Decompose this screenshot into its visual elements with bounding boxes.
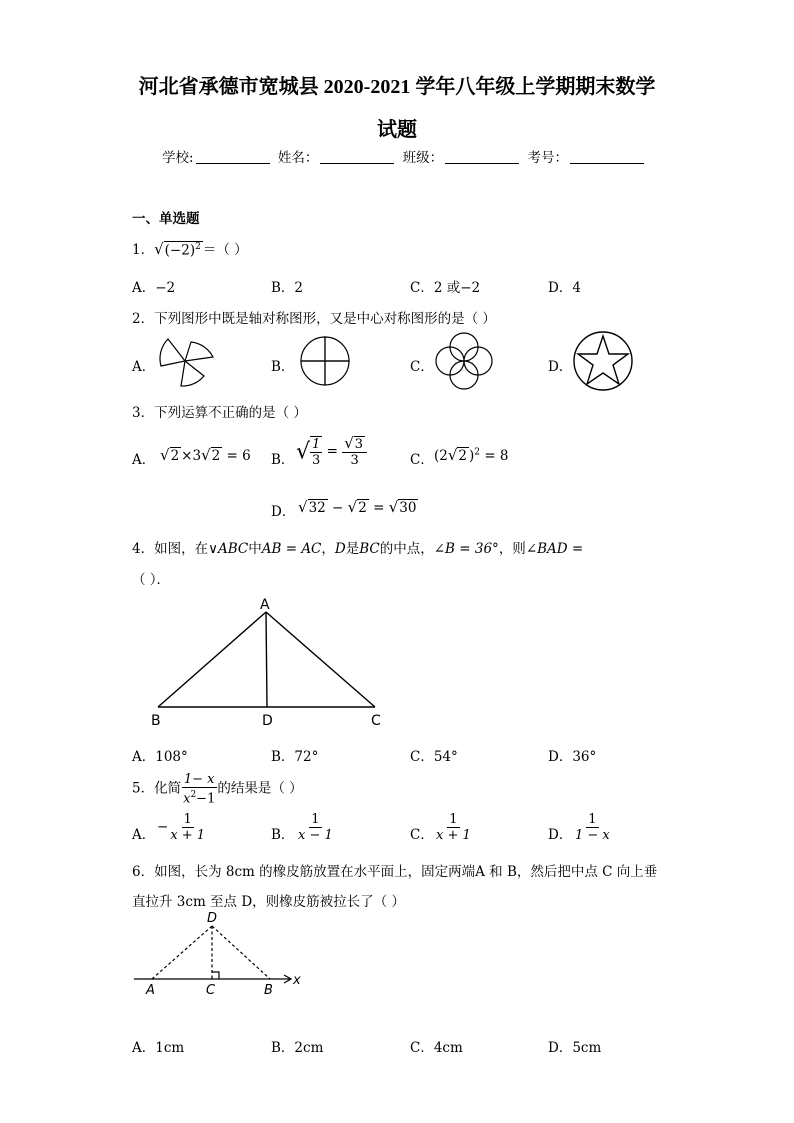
q6-rubber-band-figure bbox=[128, 908, 308, 1000]
q3-option-d[interactable]: √32 − √2 = √30 bbox=[298, 498, 417, 516]
q4-point-c: C bbox=[371, 713, 381, 729]
four-circles-icon[interactable] bbox=[433, 331, 495, 391]
q3-label-b: B． bbox=[271, 452, 295, 468]
q4-point-b: B bbox=[151, 713, 161, 729]
q5-option-b[interactable]: $\frac{1}{x - 1}$ bbox=[298, 812, 333, 843]
section-heading: 一、单选题 bbox=[132, 211, 200, 227]
q3-option-c[interactable]: (2√2 )$^2$ = 8 bbox=[434, 446, 509, 464]
q4-point-d: D bbox=[262, 713, 273, 729]
class-blank[interactable] bbox=[445, 149, 519, 164]
q2-label-a: A． bbox=[132, 359, 156, 375]
q6-point-c: C bbox=[206, 983, 216, 998]
q4-paren: （ ）． bbox=[132, 572, 171, 588]
name-blank[interactable] bbox=[320, 149, 394, 164]
q4-option-a[interactable]: A．108° bbox=[132, 749, 188, 765]
q4-option-d[interactable]: D．36° bbox=[548, 749, 597, 765]
q2-label-d: D． bbox=[548, 359, 573, 375]
q3-label-c: C． bbox=[410, 452, 434, 468]
q3-label-d: D． bbox=[271, 504, 296, 520]
q5-option-d[interactable]: $\frac{1}{1 - x}$ bbox=[575, 812, 610, 843]
q3-stem: 3．下列运算不正确的是（ ） bbox=[132, 405, 307, 421]
q2-stem: 2．下列图形中既是轴对称图形，又是中心对称图形的是（ ） bbox=[132, 311, 496, 327]
star-in-circle-icon[interactable] bbox=[572, 330, 634, 392]
q6-option-b[interactable]: B．2cm bbox=[271, 1040, 324, 1056]
q1-option-a[interactable]: A．−2 bbox=[132, 280, 176, 296]
q4-triangle-figure bbox=[140, 592, 400, 732]
q6-stem-line2: 直拉升 3cm 至点 D，则橡皮筋被拉长了（ ） bbox=[132, 894, 405, 910]
q6-option-d[interactable]: D．5cm bbox=[548, 1040, 602, 1056]
q2-label-b: B． bbox=[271, 359, 295, 375]
q4-option-b[interactable]: B．72° bbox=[271, 749, 319, 765]
q1-stem: 1．$√(-2)^2$ ＝（ ） bbox=[132, 240, 248, 258]
q6-option-c[interactable]: C．4cm bbox=[410, 1040, 463, 1056]
q6-option-a[interactable]: A．1cm bbox=[132, 1040, 185, 1056]
q1-option-b[interactable]: B．2 bbox=[271, 280, 304, 296]
q2-label-c: C． bbox=[410, 359, 434, 375]
q6-point-d: D bbox=[207, 911, 218, 926]
q5-label-d: D． bbox=[548, 827, 573, 843]
q5-label-c: C． bbox=[410, 827, 434, 843]
q6-point-b: B bbox=[264, 983, 273, 998]
q6-axis-x: x bbox=[293, 973, 301, 988]
name-label: 姓名： bbox=[277, 150, 319, 166]
q3-label-a: A． bbox=[132, 452, 156, 468]
page-title-line1: 河北省承德市宽城县 2020-2021 学年八年级上学期期末数学 bbox=[138, 76, 656, 98]
pinwheel-icon[interactable] bbox=[156, 332, 216, 390]
q3-option-b[interactable]: √ $\frac{1}{3}$ = $\frac{√3}{3}$ bbox=[296, 436, 367, 468]
page-title-line2: 试题 bbox=[377, 119, 417, 141]
school-label: 学校: bbox=[162, 150, 194, 166]
class-label: 班级： bbox=[402, 150, 444, 166]
q5-label-a: A． bbox=[132, 827, 156, 843]
q1-option-d[interactable]: D．4 bbox=[548, 280, 581, 296]
exam-number-blank[interactable] bbox=[570, 149, 644, 164]
q6-point-a: A bbox=[146, 983, 155, 998]
q5-stem: 5．化简 $\frac{1- x}{x^2-1}$ 的结果是（ ） bbox=[132, 772, 303, 807]
q4-point-a: A bbox=[260, 597, 270, 613]
exam-number-label: 考号： bbox=[527, 150, 568, 166]
q5-label-b: B． bbox=[271, 827, 295, 843]
q1-option-c[interactable]: C．2 或−2 bbox=[410, 280, 481, 296]
q5-option-a[interactable]: − $\frac{1}{x + 1}$ bbox=[157, 812, 206, 843]
q6-stem-line1: 6．如图，长为 8cm 的橡皮筋放置在水平面上，固定两端A 和 B，然后把中点 C 向上垂 bbox=[132, 864, 658, 880]
q4-option-c[interactable]: C．54° bbox=[410, 749, 458, 765]
q3-option-a[interactable]: √2 ×3√2 = 6 bbox=[160, 446, 251, 464]
q4-stem: 4．如图，在∨ABC中AB = AC，D是BC的中点，∠B = 36°，则∠BAD = bbox=[132, 541, 584, 557]
quarter-fan-icon[interactable] bbox=[294, 333, 356, 391]
q5-option-c[interactable]: $\frac{1}{x + 1}$ bbox=[436, 812, 471, 843]
header-fields bbox=[162, 146, 648, 166]
school-blank[interactable] bbox=[196, 149, 270, 164]
